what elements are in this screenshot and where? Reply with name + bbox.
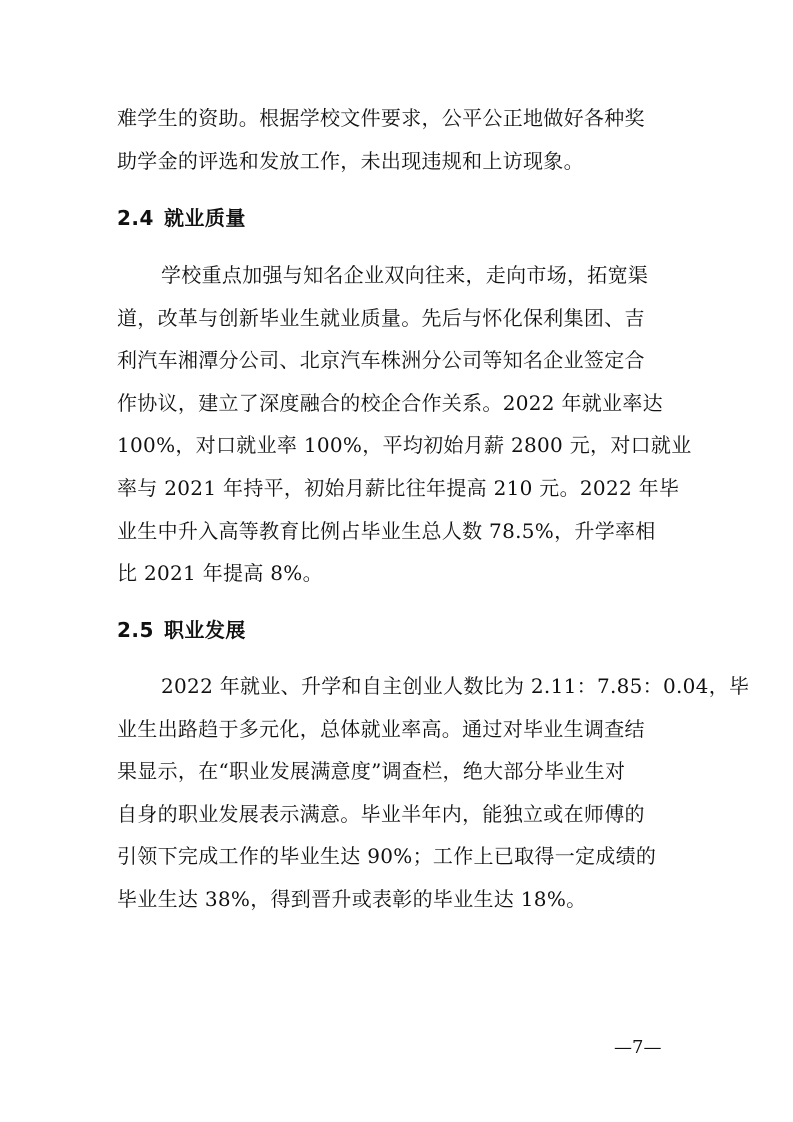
intro-line-1: 难学生的资助。根据学校文件要求，公平公正地做好各种奖	[117, 106, 645, 130]
section-2-4-line-5: 100%，对口就业率 100%，平均初始月薪 2800 元，对口就业	[117, 433, 692, 457]
section-2-4-line-1: 学校重点加强与知名企业双向往来，走向市场，拓宽渠	[161, 263, 649, 287]
page-number: —7—	[614, 1037, 662, 1058]
section-title: 职业发展	[163, 618, 246, 642]
section-2-4-line-8: 比 2021 年提高 8%。	[117, 561, 323, 585]
section-2-4-line-3: 利汽车湘潭分公司、北京汽车株洲分公司等知名企业签定合	[117, 348, 645, 372]
section-2-5-line-3: 果显示，在“职业发展满意度”调查栏，绝大部分毕业生对	[117, 759, 626, 783]
section-2-5-line-1: 2022 年就业、升学和自主创业人数比为 2.11：7.85：0.04，毕	[161, 674, 750, 698]
section-2-4-line-4: 作协议，建立了深度融合的校企合作关系。2022 年就业率达	[117, 391, 663, 415]
intro-line-2: 助学金的评选和发放工作，未出现违规和上访现象。	[117, 149, 584, 173]
section-2-4-line-2: 道，改革与创新毕业生就业质量。先后与怀化保利集团、吉	[117, 306, 645, 330]
section-2-5-line-2: 业生出路趋于多元化，总体就业率高。通过对毕业生调查结	[117, 717, 645, 741]
section-number: 2.5	[117, 618, 154, 642]
section-2-4-line-7: 业生中升入高等教育比例占毕业生总人数 78.5%，升学率相	[117, 519, 656, 543]
section-heading-2-4	[117, 205, 246, 231]
section-2-5-line-6: 毕业生达 38%，得到晋升或表彰的毕业生达 18%。	[117, 887, 587, 911]
section-heading-2-5	[117, 617, 246, 643]
section-2-5-line-4: 自身的职业发展表示满意。毕业半年内，能独立或在师傅的	[117, 802, 645, 826]
section-title: 就业质量	[163, 206, 246, 230]
section-number: 2.4	[117, 206, 154, 230]
section-2-4-line-6: 率与 2021 年持平，初始月薪比往年提高 210 元。2022 年毕	[117, 476, 680, 500]
section-2-5-line-5: 引领下完成工作的毕业生达 90%；工作上已取得一定成绩的	[117, 844, 657, 868]
